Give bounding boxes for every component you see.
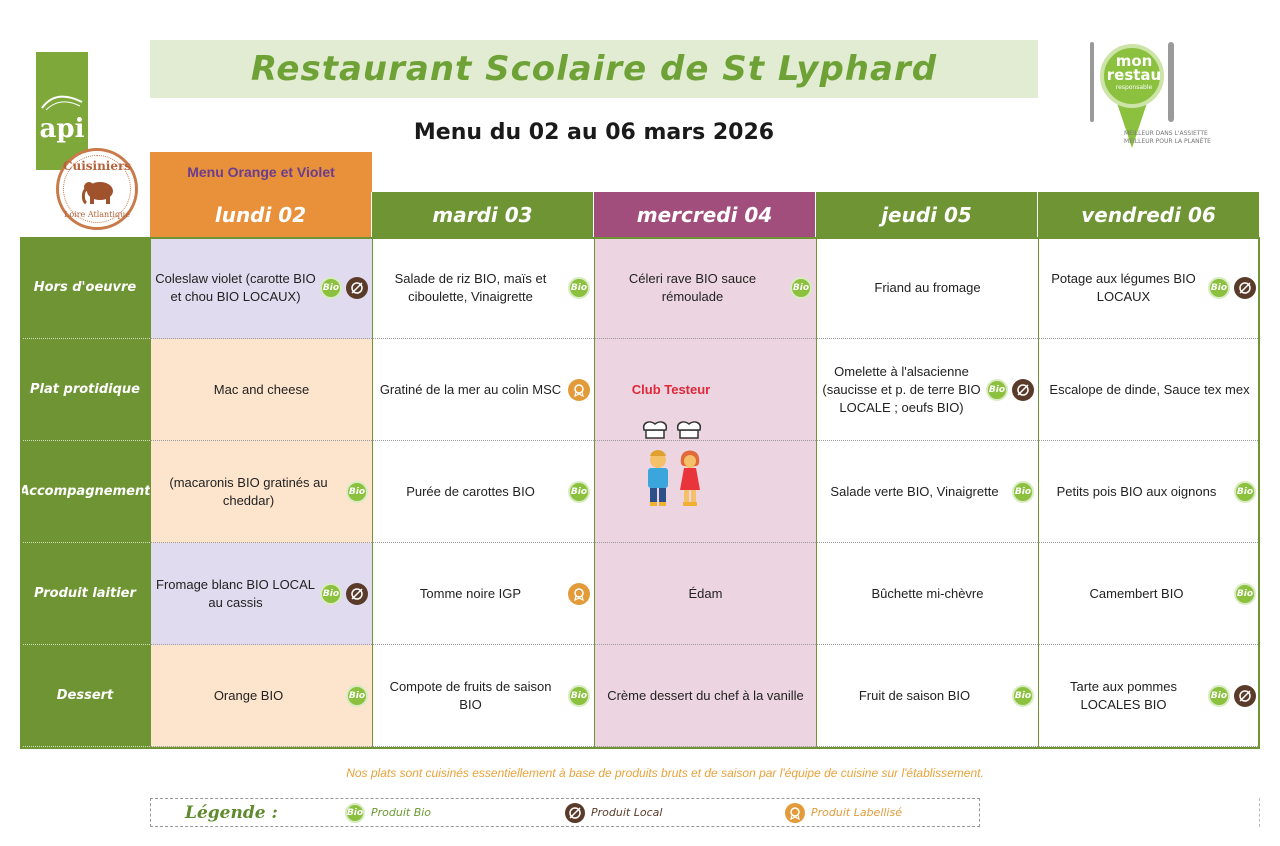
menu-cell	[816, 543, 1038, 645]
dish-name: Omelette à l'alsacienne (saucisse et p. de terre BIO LOCALE ; oeufs BIO)	[822, 363, 981, 415]
dish-name: Crème dessert du chef à la vanille	[607, 687, 804, 703]
product-icons	[568, 685, 594, 707]
bio-icon: Bio	[346, 481, 368, 503]
product-icons	[320, 277, 372, 299]
dish-name: Orange BIO	[213, 687, 284, 703]
product-icons	[1234, 583, 1260, 605]
local-product-icon	[1012, 379, 1034, 401]
bio-icon: Bio	[568, 481, 590, 503]
legend	[150, 798, 980, 827]
menu-cell	[372, 543, 594, 645]
course-label: Accompagnement	[20, 441, 150, 543]
logo-swoosh-icon	[40, 92, 84, 112]
api-logo-text: api	[39, 114, 85, 144]
legend-item-local: Produit Local	[565, 803, 785, 823]
bio-icon: Bio	[568, 277, 590, 299]
dish-name: Petits pois BIO aux oignons	[1056, 483, 1217, 499]
dish-name: Salade verte BIO, Vinaigrette	[830, 483, 999, 499]
menu-cell	[372, 645, 594, 747]
product-icons	[1208, 685, 1260, 707]
product-icons	[320, 583, 372, 605]
bio-icon: Bio	[986, 379, 1008, 401]
bio-icon: Bio	[1234, 583, 1256, 605]
dish-name: Tomme noire IGP	[419, 585, 522, 601]
legend-item-bio: Bio Produit Bio	[345, 803, 565, 823]
product-icons	[1234, 481, 1260, 503]
mon-restau-responsable-logo: mon restau responsable MEILLEUR DANS L'ASSIETTE MEILLEUR POUR LA PLANÈTE	[1086, 38, 1226, 152]
local-product-icon	[565, 803, 585, 823]
course-label: Dessert	[20, 645, 150, 747]
dish-name: Édam	[688, 585, 723, 601]
menu-cell	[1038, 645, 1260, 747]
product-icons	[1208, 277, 1260, 299]
product-icons	[1012, 481, 1038, 503]
dish-name: Fromage blanc BIO LOCAL au cassis	[156, 576, 315, 610]
bio-icon: Bio	[320, 583, 342, 605]
local-product-icon	[346, 277, 368, 299]
dish-name: Céleri rave BIO sauce rémoulade	[628, 270, 757, 304]
dish-name: Escalope de dinde, Sauce tex mex	[1049, 381, 1250, 397]
dish-name: Bûchette mi-chèvre	[871, 585, 984, 601]
bio-icon: Bio	[346, 685, 368, 707]
product-icons	[1012, 685, 1038, 707]
bio-icon: Bio	[1012, 685, 1034, 707]
cuisiniers-seal	[56, 148, 138, 230]
menu-cell	[150, 543, 372, 645]
club-testeur-title: Club Testeur	[631, 382, 711, 397]
product-icons	[568, 277, 594, 299]
label-quality-icon	[568, 583, 590, 605]
fork-icon	[1090, 42, 1094, 122]
menu-cell	[372, 339, 594, 441]
menu-cell	[1038, 543, 1260, 645]
club-testeur	[596, 340, 816, 544]
legend-item-label: Produit Labellisé	[785, 803, 902, 823]
day-header: mardi 03	[372, 192, 594, 237]
product-icons	[790, 277, 816, 299]
menu-cell	[594, 645, 816, 747]
children-chefs-icon	[640, 420, 712, 520]
legend-title: Légende :	[185, 802, 278, 823]
seal-top-text: Cuisiniers	[62, 159, 132, 173]
dish-name: Potage aux légumes BIO LOCAUX	[1051, 270, 1196, 304]
menu-cell	[1038, 237, 1260, 339]
course-label: Hors d'oeuvre	[20, 237, 150, 339]
day-header: lundi 02	[150, 192, 372, 237]
menu-cell	[372, 237, 594, 339]
local-product-icon	[1234, 277, 1256, 299]
menu-cell	[816, 645, 1038, 747]
chef-hat-icon	[644, 422, 667, 438]
bio-icon: Bio	[1234, 481, 1256, 503]
product-icons	[346, 481, 372, 503]
dish-name: Mac and cheese	[213, 381, 310, 397]
product-icons	[568, 583, 594, 605]
menu-cell	[150, 441, 372, 543]
local-product-icon	[1234, 685, 1256, 707]
label-quality-icon	[785, 803, 805, 823]
product-icons	[568, 379, 594, 401]
dish-name: Fruit de saison BIO	[858, 687, 971, 703]
elephant-icon	[81, 177, 119, 205]
chef-hat-icon	[678, 422, 701, 438]
menu-cell	[816, 441, 1038, 543]
dish-name: Salade de riz BIO, maïs et ciboulette, Vinaigrette	[394, 270, 547, 304]
menu-cell	[594, 237, 816, 339]
dish-name: Purée de carottes BIO	[406, 483, 535, 499]
page-title: Restaurant Scolaire de St Lyphard	[250, 49, 938, 89]
local-product-icon	[346, 583, 368, 605]
dish-name: Friand au fromage	[874, 279, 981, 295]
bio-icon: Bio	[790, 277, 812, 299]
bio-icon: Bio	[1208, 685, 1230, 707]
menu-date-range: Menu du 02 au 06 mars 2026	[413, 120, 775, 145]
seal-bottom-text: Loire Atlantique	[64, 210, 130, 219]
course-label: Plat protidique	[20, 339, 150, 441]
menu-cell	[594, 543, 816, 645]
bio-icon: Bio	[568, 685, 590, 707]
dish-name: Tarte aux pommes LOCALES BIO	[1070, 678, 1177, 712]
menu-cell	[150, 645, 372, 747]
menu-cell	[816, 339, 1038, 441]
dish-name: Camembert BIO	[1089, 585, 1184, 601]
product-icons	[568, 481, 594, 503]
course-label: Produit laitier	[20, 543, 150, 645]
bio-icon: Bio	[1208, 277, 1230, 299]
footnote: Nos plats sont cuisinés essentiellement à base de produits bruts et de saison par l'équipe de cuisine sur l'établissement.	[346, 766, 984, 780]
menu-cell	[1038, 339, 1260, 441]
day-header: jeudi 05	[816, 192, 1038, 237]
day-header: vendredi 06	[1038, 192, 1260, 237]
bio-icon: Bio	[345, 803, 365, 823]
dish-name: Compote de fruits de saison BIO	[389, 678, 552, 712]
menu-cell	[372, 441, 594, 543]
knife-icon	[1168, 42, 1174, 122]
label-quality-icon	[568, 379, 590, 401]
menu-cell	[150, 339, 372, 441]
menu-cell	[150, 237, 372, 339]
dish-name: Gratiné de la mer au colin MSC	[379, 381, 562, 397]
menu-cell	[1038, 441, 1260, 543]
dish-name: (macaronis BIO gratinés au cheddar)	[169, 474, 328, 508]
product-icons	[346, 685, 372, 707]
menu-cell	[816, 237, 1038, 339]
bio-icon: Bio	[320, 277, 342, 299]
dish-name: Coleslaw violet (carotte BIO et chou BIO LOCAUX)	[155, 270, 316, 304]
menu-theme-label: Menu Orange et Violet	[150, 152, 372, 192]
bio-icon: Bio	[1012, 481, 1034, 503]
title-banner	[150, 40, 1038, 98]
day-header: mercredi 04	[594, 192, 816, 237]
product-icons	[986, 379, 1038, 401]
